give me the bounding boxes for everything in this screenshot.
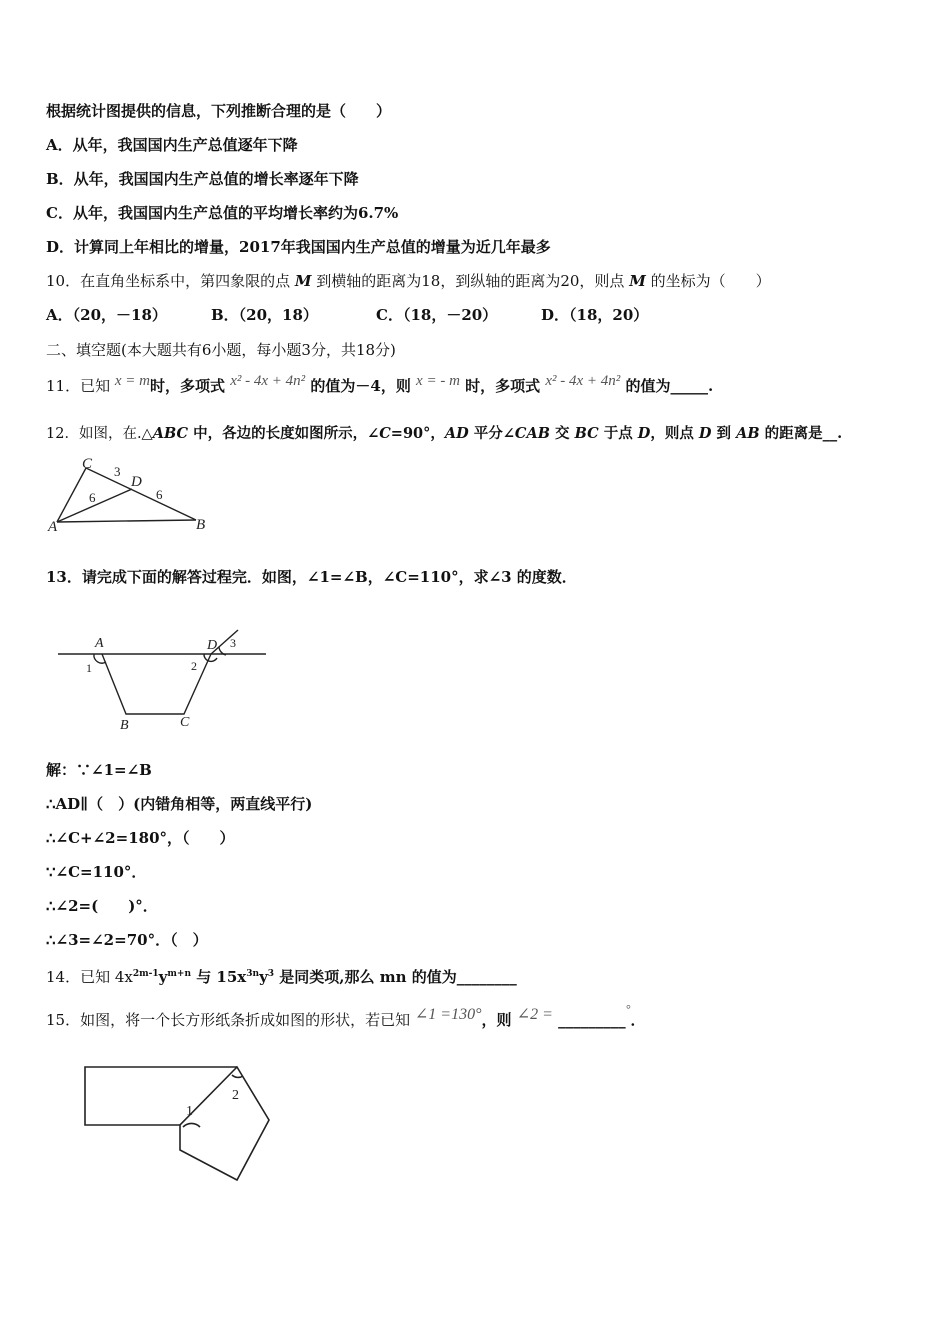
q13-step-5: ∴∠2=( )°． [46, 897, 158, 915]
q13-step-1: 解：∵∠1=∠B [46, 761, 152, 779]
q10-option-d: D．（18，20） [541, 306, 649, 324]
q13-label-d: D [207, 638, 218, 653]
q15-angle2: ∠2 = [516, 1006, 553, 1023]
q15-figure [80, 1062, 276, 1186]
q15-stem: 15．如图，将一个长方形纸条折成如图的形状，若已知 ∠1 =130°，则 ∠2 = _________°． [46, 1002, 646, 1029]
section-heading: 二、填空题(本大题共有6小题，每小题3分，共18分) [46, 341, 396, 359]
q10-option-c: C．（18，－20） [376, 306, 498, 324]
q9-option-b: B．从年，我国国内生产总值的增长率逐年下降 [46, 170, 359, 188]
q12-label-c: C [82, 456, 93, 472]
q12-label-a: A [48, 519, 58, 535]
q9-option-c: C．从年，我国国内生产总值的平均增长率约为6.7% [46, 204, 399, 222]
q13-angle-1: 1 [86, 661, 92, 675]
q15-angle1: ∠1 =130° [414, 1006, 482, 1023]
q11-poly1: x² - 4x + 4n² [230, 373, 306, 389]
q10-option-a: A．（20，－18） [46, 306, 167, 324]
q13-step-4: ∵∠C=110°． [46, 863, 147, 881]
q11-expr1: x = m [114, 373, 150, 389]
q15-angle-2: 2 [232, 1088, 239, 1103]
q9-option-d: D．计算同上年相比的增量，2017年我国国内生产总值的增量为近几年最多 [46, 238, 551, 256]
q12-len-6b: 6 [156, 487, 163, 502]
q9-option-a: A．从年，我国国内生产总值逐年下降 [46, 136, 298, 154]
q10-option-b: B．（20，18） [211, 306, 318, 324]
q13-step-6: ∴∠3=∠2=70°．（ ） [46, 931, 208, 949]
q12-len-3: 3 [114, 464, 121, 479]
q13-step-2: ∴AD∥（ ）(内错角相等，两直线平行) [46, 795, 313, 813]
q11-expr2: x = - m [416, 373, 460, 389]
q13-angle-3: 3 [230, 636, 236, 650]
q13-label-b: B [120, 718, 129, 733]
q10-options [46, 305, 648, 325]
q12-label-b: B [196, 517, 206, 533]
q9-stem: 根据统计图提供的信息，下列推断合理的是（ ） [46, 102, 392, 120]
q11-line: 11．已知 x = m时，多项式 x² - 4x + 4n² 的值为－4，则 x = - m 时，多项式 x² - 4x + 4n² 的值为_____. [46, 373, 714, 395]
q13-step-3: ∴∠C+∠2=180°，（ ） [46, 829, 235, 847]
q13-stem: 13．请完成下面的解答过程完．如图，∠1=∠B，∠C=110°，求∠3 的度数． [46, 568, 577, 586]
q13-label-a: A [95, 636, 104, 651]
q12-len-6a: 6 [89, 490, 96, 505]
q12-label-d: D [131, 474, 142, 490]
q10-stem: 10．在直角坐标系中，第四象限的点 M 到横轴的距离为18，到纵轴的距离为20，则点 M 的坐标为（ ） [46, 272, 771, 290]
q12-triangle-figure [44, 452, 214, 536]
q12-stem: 12．如图，在.△ABC 中，各边的长度如图所示，∠C=90°，AD 平分∠CAB 交 BC 于点 D，则点 D 到 AB 的距离是__. [46, 425, 843, 442]
q14-stem: 14．已知 $4x^{2m-1}y^{m+n}$ 与 $15x^{3n}y^3$ 是同类项,那么 mn 的值为________ [46, 968, 517, 986]
q13-angle-2: 2 [191, 659, 197, 673]
q13-figure [52, 628, 272, 736]
q13-label-c: C [180, 715, 190, 730]
q11-poly2: x² - 4x + 4n² [545, 373, 621, 389]
q15-angle-1: 1 [186, 1104, 193, 1119]
